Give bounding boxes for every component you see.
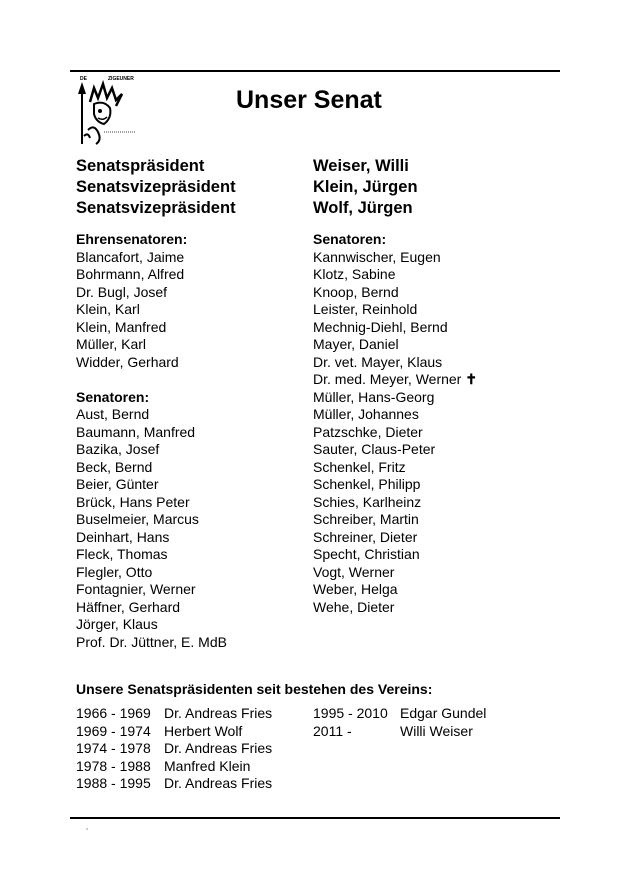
history-row <box>313 723 553 741</box>
history-president: Manfred Klein <box>164 757 251 774</box>
honorary-senator: Klein, Karl <box>76 301 140 317</box>
senator: Vogt, Werner <box>313 563 395 580</box>
senator: Brück, Hans Peter <box>76 493 190 510</box>
senator: Schenkel, Fritz <box>313 458 406 475</box>
senator: Deinhart, Hans <box>76 528 170 545</box>
history-row <box>76 775 306 793</box>
senator: Aust, Bernd <box>76 406 150 422</box>
top-rule <box>70 70 560 72</box>
deceased-cross-icon: ✝ <box>465 371 478 387</box>
senator: Knoop, Bernd <box>313 283 399 300</box>
history-row <box>76 740 306 758</box>
honorary-senator: Widder, Gerhard <box>76 353 179 370</box>
senator: Schreiber, Martin <box>313 511 419 527</box>
history-years: 1988 - 1995 <box>76 775 151 791</box>
officer-role: Senatsvizepräsident <box>76 199 236 217</box>
senator: Kannwischer, Eugen <box>313 248 441 265</box>
zigeuner-crest-icon <box>76 74 138 154</box>
senator: Buselmeier, Marcus <box>76 511 199 527</box>
senator: Müller, Hans-Georg <box>313 388 435 405</box>
officer-roles <box>76 156 236 219</box>
left-column <box>76 231 227 651</box>
officer-role: Senatsvizepräsident <box>76 178 236 196</box>
history-president: Dr. Andreas Fries <box>164 705 273 721</box>
history-president: Dr. Andreas Fries <box>164 740 273 756</box>
senator: Fleck, Thomas <box>76 546 168 562</box>
history-president: Herbert Wolf <box>164 722 243 739</box>
history-row <box>313 705 553 723</box>
senator: Fontagnier, Werner <box>76 581 196 597</box>
officer-names <box>313 156 418 219</box>
history-row <box>76 758 306 776</box>
senator: Schies, Karlheinz <box>313 493 422 510</box>
history-row <box>76 723 306 741</box>
logo-text-left: DE <box>80 76 87 82</box>
history-president: Willi Weiser <box>400 722 473 739</box>
history-years: 2011 - <box>313 722 352 739</box>
history-president: Dr. Andreas Fries <box>164 775 273 791</box>
history-years: 1974 - 1978 <box>76 740 151 756</box>
officer-name: Weiser, Willi <box>313 157 409 175</box>
club-logo <box>76 74 138 154</box>
senator: Flegler, Otto <box>76 563 153 580</box>
senators-list-right <box>313 249 477 617</box>
logo-text-right: ZIGEUNER <box>108 76 134 82</box>
senator: Prof. Dr. Jüttner, E. MdB <box>76 633 227 650</box>
history-list-left <box>76 705 306 793</box>
senator: Specht, Christian <box>313 546 420 562</box>
senator: Dr. med. Meyer, Werner ✝ <box>313 371 478 387</box>
honorary-senator: Dr. Bugl, Josef <box>76 283 168 300</box>
right-column <box>313 231 477 616</box>
senator: Häffner, Gerhard <box>76 598 181 615</box>
senator: Beier, Günter <box>76 476 159 492</box>
senator: Wehe, Dieter <box>313 598 395 615</box>
senator: Leister, Reinhold <box>313 301 418 317</box>
page-mark <box>86 828 88 830</box>
senator: Mayer, Daniel <box>313 336 399 352</box>
officer-role: Senatspräsident <box>76 157 205 175</box>
senator: Sauter, Claus-Peter <box>313 441 436 457</box>
bottom-rule <box>70 817 560 819</box>
history-list-right <box>313 705 553 740</box>
senators-list-left <box>76 406 227 651</box>
honorary-heading: Ehrensenatoren: <box>76 231 188 247</box>
history-years: 1995 - 2010 <box>313 705 388 721</box>
history-years: 1969 - 1974 <box>76 722 151 739</box>
senator: Jörger, Klaus <box>76 616 158 632</box>
honorary-senator: Müller, Karl <box>76 336 147 352</box>
page-title: Unser Senat <box>236 86 382 114</box>
senators-heading-left: Senatoren: <box>76 388 150 405</box>
senator: Baumann, Manfred <box>76 423 196 440</box>
senator: Mechnig-Diehl, Bernd <box>313 318 448 335</box>
honorary-senator: Bohrmann, Alfred <box>76 266 185 282</box>
senator: Patzschke, Dieter <box>313 423 423 440</box>
history-years: 1966 - 1969 <box>76 705 151 721</box>
history-years: 1978 - 1988 <box>76 757 151 774</box>
officer-name: Wolf, Jürgen <box>313 199 413 217</box>
senator: Weber, Helga <box>313 581 398 597</box>
history-heading: Unsere Senatspräsidenten seit bestehen des Vereins: <box>76 681 433 697</box>
honorary-senator: Klein, Manfred <box>76 318 167 335</box>
senator: Dr. vet. Mayer, Klaus <box>313 353 443 370</box>
honorary-list <box>76 249 227 372</box>
senator: Schenkel, Philipp <box>313 476 421 492</box>
senator: Schreiner, Dieter <box>313 528 418 545</box>
history-president: Edgar Gundel <box>400 705 487 721</box>
senator: Bazika, Josef <box>76 441 160 457</box>
senator: Müller, Johannes <box>313 406 419 422</box>
officer-name: Klein, Jürgen <box>313 178 418 196</box>
senator: Klotz, Sabine <box>313 266 396 282</box>
history-row <box>76 705 306 723</box>
honorary-senator: Blancafort, Jaime <box>76 248 185 265</box>
senator: Beck, Bernd <box>76 458 153 475</box>
senators-heading-right: Senatoren: <box>313 231 387 247</box>
